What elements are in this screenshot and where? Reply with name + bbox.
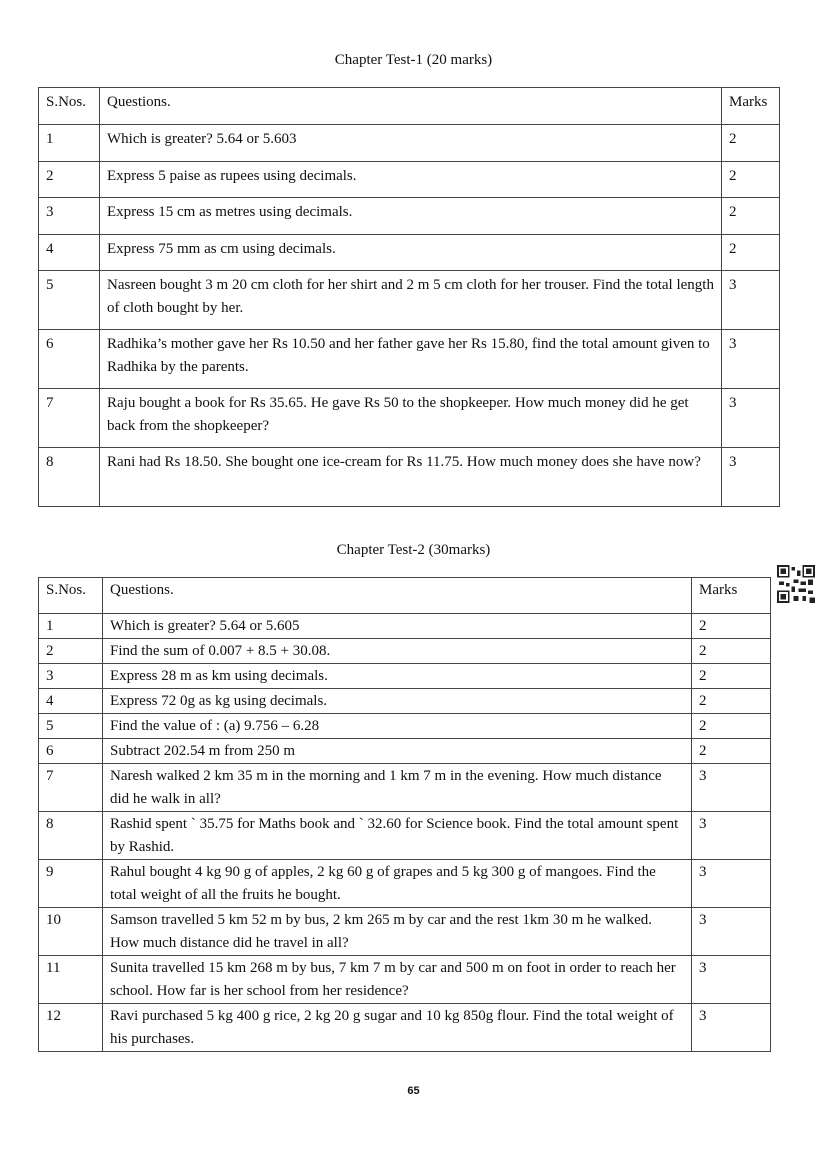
- marks-value: 3: [692, 764, 771, 812]
- marks-value: 3: [692, 860, 771, 908]
- header-question: Questions.: [100, 88, 722, 125]
- serial-number: 2: [39, 161, 100, 198]
- marks-value: 3: [692, 1004, 771, 1052]
- marks-value: 3: [722, 330, 780, 389]
- table-row: [39, 1004, 771, 1052]
- serial-number: 4: [39, 234, 100, 271]
- table-row: [39, 448, 780, 507]
- question-text: Rahul bought 4 kg 90 g of apples, 2 kg 60 g of grapes and 5 kg 300 g of mangoes. Find the total weight of all the fruits he bought.: [103, 860, 692, 908]
- test1-title: Chapter Test-1 (20 marks): [334, 52, 493, 68]
- serial-number: 8: [39, 448, 100, 507]
- table-row: [39, 764, 771, 812]
- serial-number: 4: [39, 689, 103, 714]
- marks-value: 2: [692, 739, 771, 764]
- table-row: [39, 908, 771, 956]
- marks-value: 2: [722, 125, 780, 162]
- header-question: Questions.: [103, 578, 692, 614]
- table-header-row: [39, 578, 771, 614]
- marks-value: 2: [692, 664, 771, 689]
- table-row: [39, 956, 771, 1004]
- serial-number: 3: [39, 664, 103, 689]
- test1-table: [38, 87, 780, 507]
- table-row: [39, 198, 780, 235]
- question-text: Which is greater? 5.64 or 5.603: [100, 125, 722, 162]
- serial-number: 9: [39, 860, 103, 908]
- marks-value: 2: [722, 198, 780, 235]
- serial-number: 7: [39, 764, 103, 812]
- table-row: [39, 639, 771, 664]
- table-row: [39, 161, 780, 198]
- serial-number: 2: [39, 639, 103, 664]
- serial-number: 3: [39, 198, 100, 235]
- header-sno: S.Nos.: [39, 88, 100, 125]
- question-text: Express 5 paise as rupees using decimals.: [100, 161, 722, 198]
- marks-value: 3: [692, 812, 771, 860]
- serial-number: 6: [39, 330, 100, 389]
- marks-value: 2: [692, 714, 771, 739]
- table-row: [39, 330, 780, 389]
- question-text: Which is greater? 5.64 or 5.605: [103, 614, 692, 639]
- marks-value: 3: [722, 271, 780, 330]
- header-sno: S.Nos.: [39, 578, 103, 614]
- question-text: Rani had Rs 18.50. She bought one ice-cream for Rs 11.75. How much money does she have now?: [100, 448, 722, 507]
- serial-number: 10: [39, 908, 103, 956]
- question-text: Raju bought a book for Rs 35.65. He gave Rs 50 to the shopkeeper. How much money did he get back from the shopkeeper?: [100, 389, 722, 448]
- qr-code-icon[interactable]: [777, 565, 815, 603]
- table-row: [39, 689, 771, 714]
- table-row: [39, 234, 780, 271]
- table-row: [39, 860, 771, 908]
- page-number: 65: [407, 1085, 420, 1097]
- question-text: Radhika’s mother gave her Rs 10.50 and her father gave her Rs 15.80, find the total amount given to Radhika by the parents.: [100, 330, 722, 389]
- marks-value: 2: [692, 689, 771, 714]
- test2-table: [38, 577, 771, 1052]
- serial-number: 12: [39, 1004, 103, 1052]
- marks-value: 2: [722, 234, 780, 271]
- serial-number: 11: [39, 956, 103, 1004]
- header-marks: Marks: [722, 88, 780, 125]
- question-text: Subtract 202.54 m from 250 m: [103, 739, 692, 764]
- serial-number: 8: [39, 812, 103, 860]
- serial-number: 5: [39, 714, 103, 739]
- question-text: Express 28 m as km using decimals.: [103, 664, 692, 689]
- question-text: Naresh walked 2 km 35 m in the morning and 1 km 7 m in the evening. How much distance did he walk in all?: [103, 764, 692, 812]
- table-header-row: [39, 88, 780, 125]
- question-text: Samson travelled 5 km 52 m by bus, 2 km 265 m by car and the rest 1km 30 m he walked. How much distance did he travel in all?: [103, 908, 692, 956]
- serial-number: 1: [39, 614, 103, 639]
- serial-number: 6: [39, 739, 103, 764]
- marks-value: 2: [692, 614, 771, 639]
- table-row: [39, 389, 780, 448]
- question-text: Find the value of : (a) 9.756 – 6.28: [103, 714, 692, 739]
- serial-number: 1: [39, 125, 100, 162]
- table-row: [39, 739, 771, 764]
- header-marks: Marks: [692, 578, 771, 614]
- marks-value: 2: [722, 161, 780, 198]
- question-text: Sunita travelled 15 km 268 m by bus, 7 km 7 m by car and 500 m on foot in order to reach her school. How far is her school from her residence?: [103, 956, 692, 1004]
- marks-value: 2: [692, 639, 771, 664]
- serial-number: 7: [39, 389, 100, 448]
- table-row: [39, 664, 771, 689]
- question-text: Ravi purchased 5 kg 400 g rice, 2 kg 20 g sugar and 10 kg 850g flour. Find the total weight of his purchases.: [103, 1004, 692, 1052]
- test2-title: Chapter Test-2 (30marks): [336, 542, 491, 558]
- question-text: Nasreen bought 3 m 20 cm cloth for her shirt and 2 m 5 cm cloth for her trouser. Find the total length of cloth bought by her.: [100, 271, 722, 330]
- table-row: [39, 614, 771, 639]
- serial-number: 5: [39, 271, 100, 330]
- table-row: [39, 271, 780, 330]
- marks-value: 3: [722, 389, 780, 448]
- question-text: Express 75 mm as cm using decimals.: [100, 234, 722, 271]
- marks-value: 3: [692, 908, 771, 956]
- marks-value: 3: [722, 448, 780, 507]
- question-text: Find the sum of 0.007 + 8.5 + 30.08.: [103, 639, 692, 664]
- table-row: [39, 714, 771, 739]
- marks-value: 3: [692, 956, 771, 1004]
- table-row: [39, 812, 771, 860]
- question-text: Express 72 0g as kg using decimals.: [103, 689, 692, 714]
- question-text: Express 15 cm as metres using decimals.: [100, 198, 722, 235]
- table-row: [39, 125, 780, 162]
- question-text: Rashid spent ` 35.75 for Maths book and ` 32.60 for Science book. Find the total amount spent by Rashid.: [103, 812, 692, 860]
